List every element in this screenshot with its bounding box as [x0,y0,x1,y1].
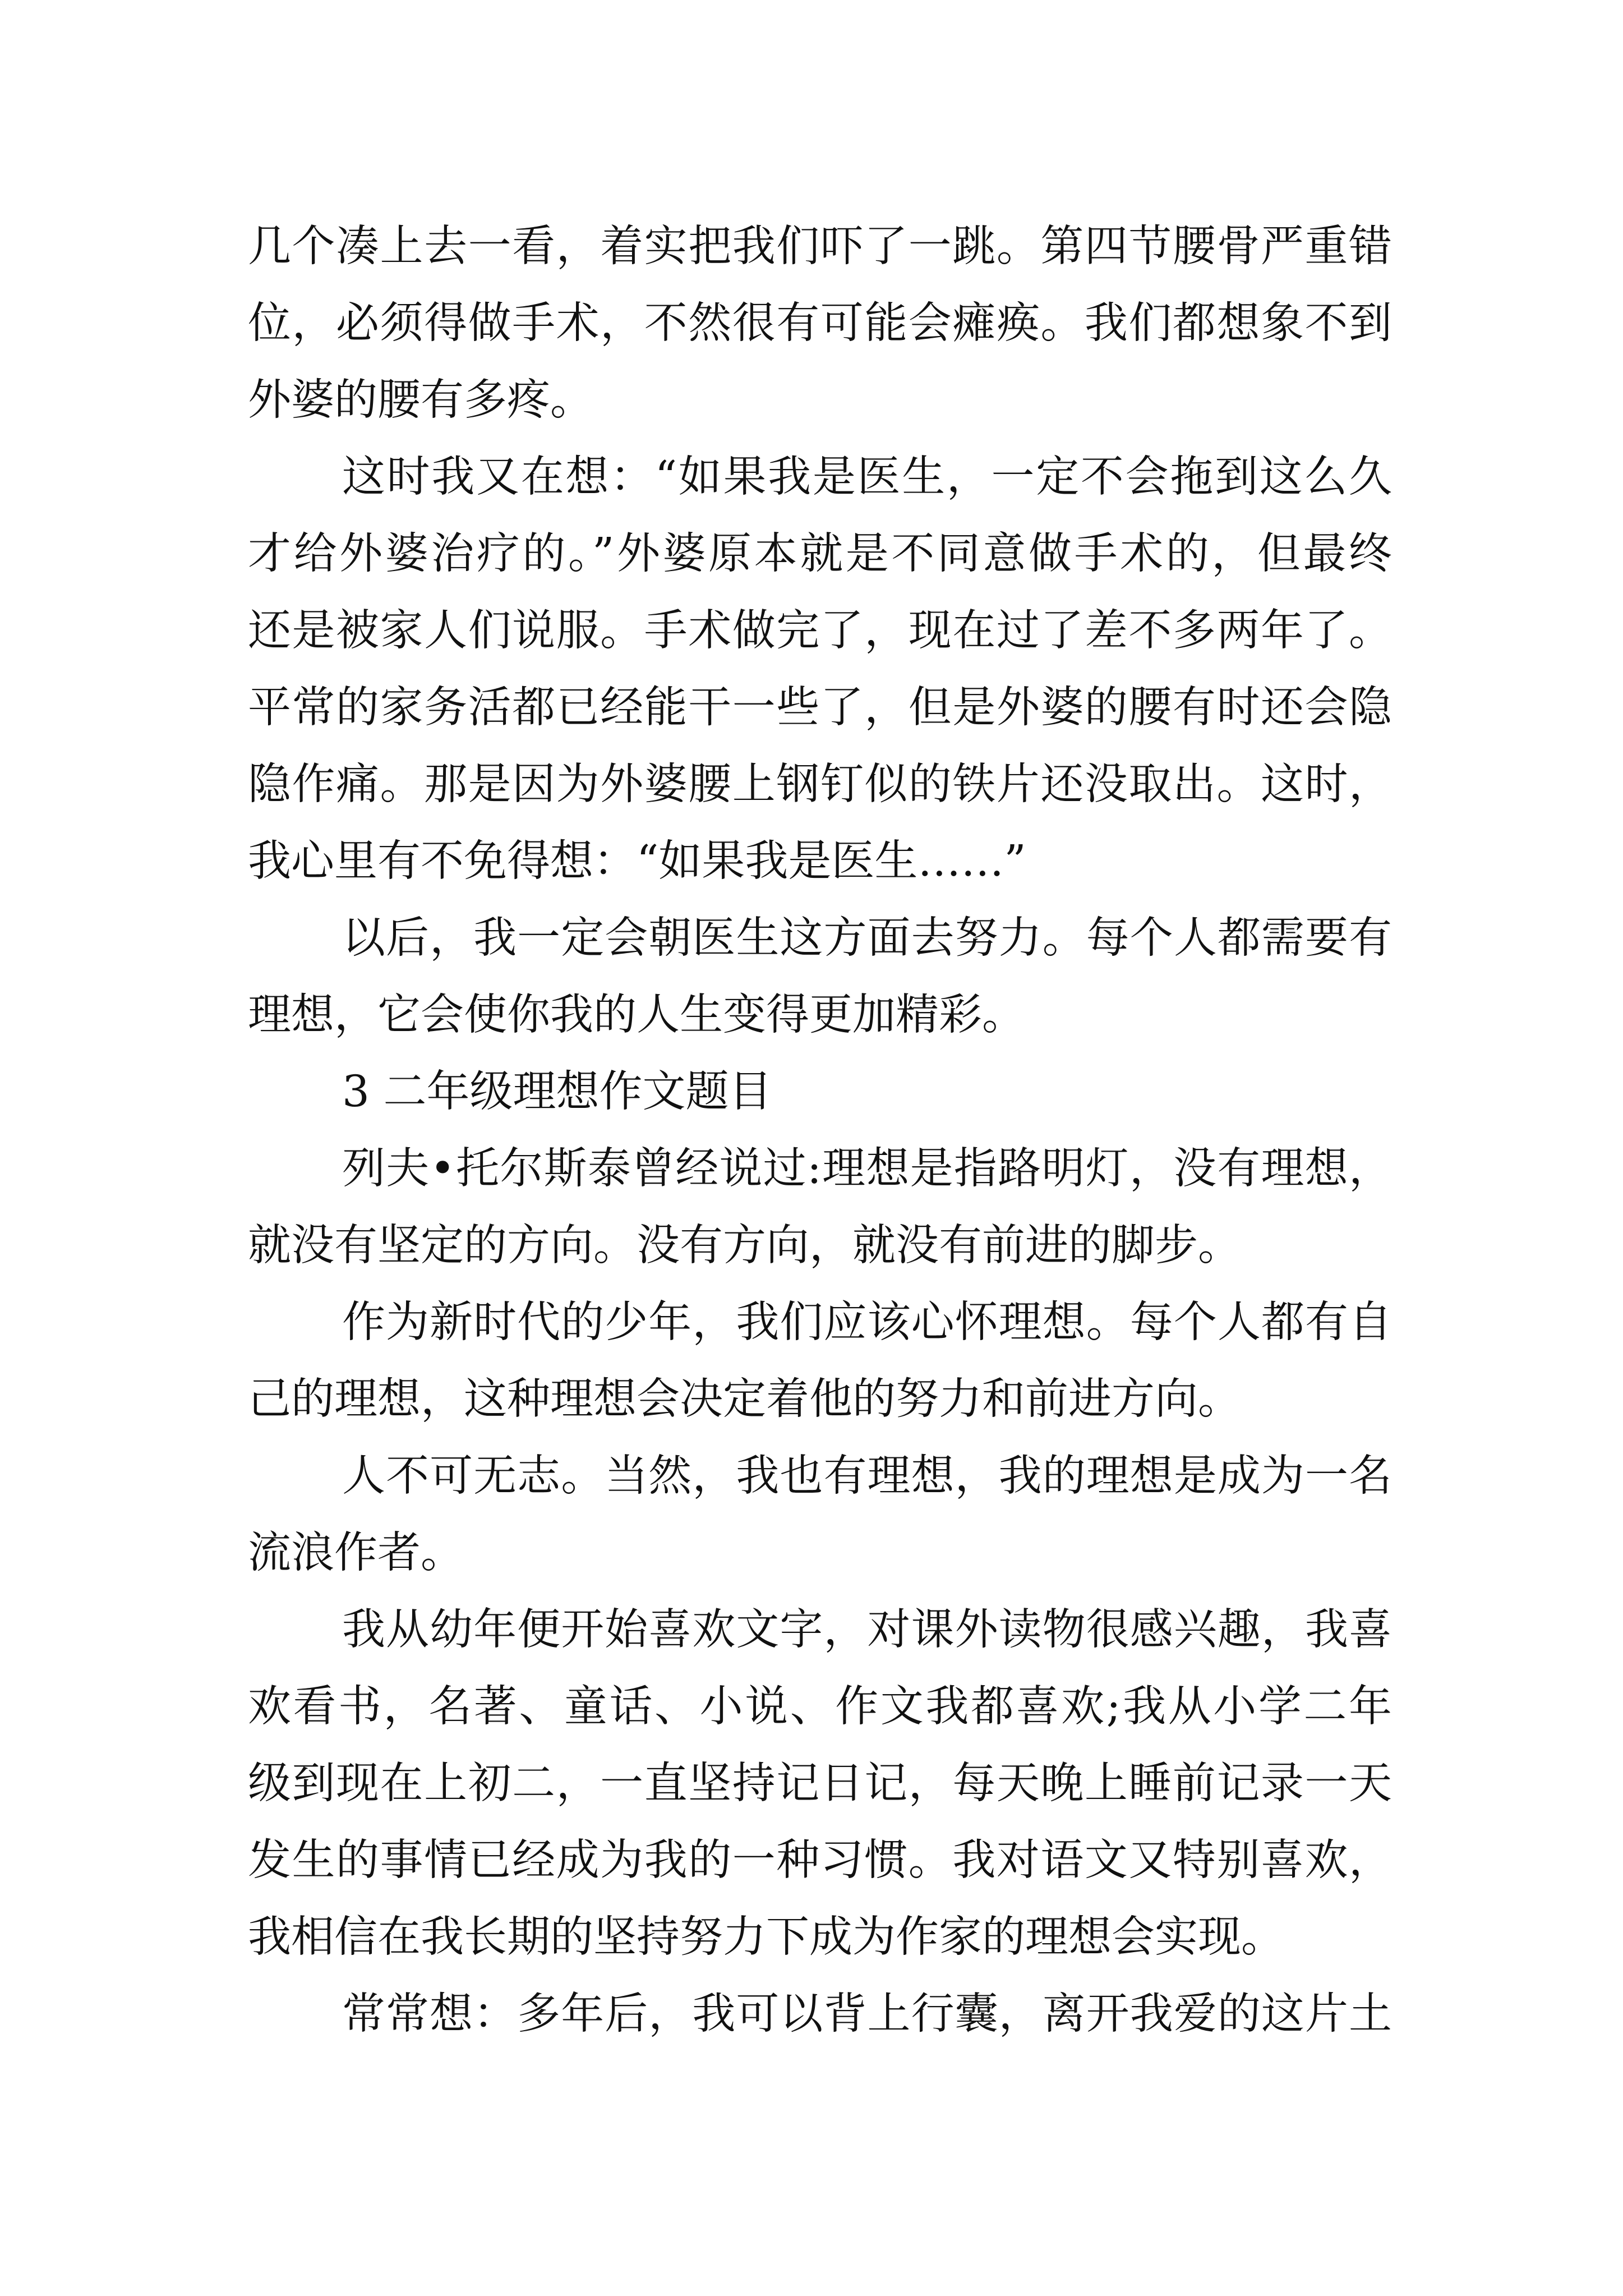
text-line: 列夫•托尔斯泰曾经说过:理想是指路明灯，没有理想， [342,1144,1392,1194]
text-line: 我从幼年便开始喜欢文字，对课外读物很感兴趣，我喜 [342,1605,1392,1655]
text-line: 位，必须得做手术，不然很有可能会瘫痪。我们都想象不到 [248,298,1392,348]
text-line: 己的理想，这种理想会决定着他的努力和前进方向。 [248,1374,1241,1424]
paragraph [248,1438,1392,1591]
text-line: 常常想：多年后，我可以背上行囊，离开我爱的这片土 [342,1989,1392,2039]
text-line: 隐作痛。那是因为外婆腰上钢钉似的铁片还没取出。这时， [248,760,1392,809]
text-line: 就没有坚定的方向。没有方向，就没有前进的脚步。 [248,1221,1241,1271]
paragraph [248,1284,1392,1438]
text-line: 发生的事情已经成为我的一种习惯。我对语文又特别喜欢， [248,1835,1392,1885]
text-line: 以后，我一定会朝医生这方面去努力。每个人都需要有 [342,913,1392,963]
text-line: 流浪作者。 [248,1528,464,1578]
document-body [248,208,1392,2053]
text-line: 几个凑上去一看，着实把我们吓了一跳。第四节腰骨严重错 [248,222,1392,272]
paragraph [248,900,1392,1053]
text-line: 人不可无志。当然，我也有理想，我的理想是成为一名 [342,1451,1392,1501]
text-line: 外婆的腰有多疼。 [248,375,593,425]
text-line: 我相信在我长期的坚持努力下成为作家的理想会实现。 [248,1912,1284,1962]
text-line: 还是被家人们说服。手术做完了，现在过了差不多两年了。 [248,606,1392,656]
text-line: 欢看书，名著、童话、小说、作文我都喜欢;我从小学二年 [248,1682,1392,1732]
text-line: 级到现在上初二，一直坚持记日记，每天晚上睡前记录一天 [248,1759,1392,1809]
text-line: 理想，它会使你我的人生变得更加精彩。 [248,990,1025,1040]
paragraph [248,1976,1392,2053]
text-line: 我心里有不免得想：“如果我是医生……” [248,836,1026,886]
paragraph [248,1130,1392,1284]
section-heading [248,1053,1392,1130]
heading-text: 3 二年级理想作文题目 [342,1067,772,1117]
paragraph [248,439,1392,900]
text-line: 才给外婆治疗的。”外婆原本就是不同意做手术的，但最终 [248,529,1392,579]
text-line: 作为新时代的少年，我们应该心怀理想。每个人都有自 [342,1297,1392,1347]
text-line: 这时我又在想：“如果我是医生，一定不会拖到这么久 [342,452,1392,502]
paragraph [248,208,1392,439]
text-line: 平常的家务活都已经能干一些了，但是外婆的腰有时还会隐 [248,683,1392,733]
paragraph [248,1591,1392,1976]
